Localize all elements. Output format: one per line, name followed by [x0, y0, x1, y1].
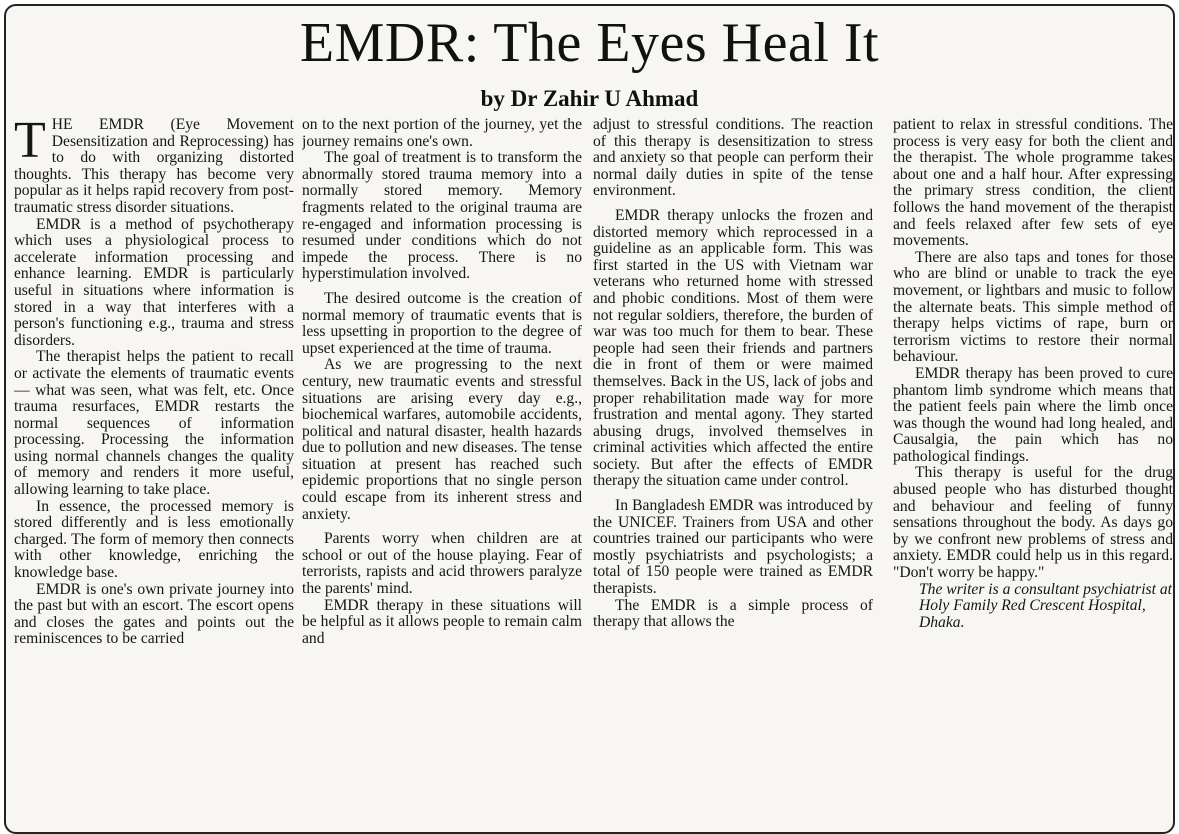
article-paragraph: Parents worry when children are at school or out of the house playing. Fear of terrorists, rapists and acid throwers paralyze the parents' mind. [302, 530, 582, 598]
article-column-3 [593, 117, 873, 823]
article-paragraph: This therapy is useful for the drug abused people who has disturbed thought and behaviour and feeling of funny sensations throughout the body. As days go by we confront new problems of stress and anxiety. EMDR could help us in this regard. "Don't worry be happy." [893, 464, 1173, 582]
article-paragraph: There are also taps and tones for those who are blind or unable to track the eye movement, or lightbars and music to follow the alternate beats. This simple method of therapy helps victims of rape, burn or terrorism victims to restore their normal behaviour. [893, 248, 1173, 366]
author-note: The writer is a consultant psychiatrist at Holy Family Red Crescent Hospital, Dhaka. [919, 580, 1172, 631]
article-column-1 [14, 117, 294, 823]
article-paragraph: EMDR therapy has been proved to cure phantom limb syndrome which means that the patient feels pain where the limb once was though the wound had long healed, and Causalgia, the pain which has no pathological findings. [893, 364, 1173, 465]
article-paragraph: THE EMDR (Eye Movement Desensitization and Reprocessing) has to do with organizing distorted thoughts. This therapy has become very popular as it helps rapid recovery from post-traumatic stress disorder situations. [14, 117, 294, 216]
article-paragraph: adjust to stressful conditions. The reaction of this therapy is desensitization to stress and anxiety so that people can perform their normal daily duties in spite of the tense environment. [593, 117, 873, 200]
article-paragraph: EMDR therapy in these situations will be helpful as it allows people to remain calm and [302, 596, 582, 647]
article-headline: EMDR: The Eyes Heal It [299, 12, 880, 74]
drop-cap: T [14, 117, 46, 169]
article-paragraph: In Bangladesh EMDR was introduced by the UNICEF. Trainers from USA and other countries trained our participants who were mostly psychiatrists and psychologists; a total of 150 people were trained as EMDR therapists. [593, 497, 873, 598]
article-paragraph: EMDR therapy unlocks the frozen and distorted memory which reprocessed in a guideline as an applicable form. This was first started in the US with Vietnam war veterans who returned home with stressed and phobic conditions. Most of them were not regular soldiers, therefore, the burden of war was too much for them to bear. These people had seen their friends and partners die in front of them or were maimed themselves. Back in the US, lack of jobs and proper rehabilitation made way for more frustration and mental agony. They started abusing drugs, involved themselves in criminal activities which affected the entire society. But after the effects of EMDR therapy the situation came under control. [593, 206, 873, 490]
article-paragraph: EMDR is a method of psychotherapy which uses a physiological process to accelerate information processing and enhance learning. EMDR is particularly useful in situations where information is stored in a way that interferes with a person's functioning e.g., trauma and stress disorders. [14, 215, 294, 349]
article-paragraph: The goal of treatment is to transform the abnormally stored trauma memory into a normally stored memory. Memory fragments related to the original trauma are re-engaged and information processing is resumed under conditions which do not impede the process. There is no hyperstimulation involved. [302, 149, 582, 283]
article-paragraph: The therapist helps the patient to recall or activate the elements of traumatic events — what was seen, what was felt, etc. Once trauma resurfaces, EMDR restarts the normal sequences of information processing. Processing the information using normal channels changes the quality of memory and renders it more useful, allowing learning to take place. [14, 348, 294, 499]
article-byline: by Dr Zahir U Ahmad [480, 86, 699, 111]
article-paragraph: patient to relax in stressful conditions. The process is very easy for both the client and the therapist. The whole programme takes about one and a half hour. After expressing the primary stress condition, the client follows the hand movement of the therapist and feels relaxed after few sets of eye movements. [893, 117, 1173, 250]
article-paragraph: The EMDR is a simple process of therapy that allows the [593, 596, 873, 631]
article-paragraph: EMDR is one's own private journey into the past but with an escort. The escort opens and closes the gates and points out the reminiscences to be carried [14, 580, 294, 648]
article-column-4 [893, 117, 1173, 823]
article-paragraph: on to the next portion of the journey, yet the journey remains one's own. [302, 117, 582, 150]
article-paragraph: The desired outcome is the creation of normal memory of traumatic events that is less upsetting in proportion to the degree of upset experienced at the time of trauma. [302, 289, 582, 357]
article-paragraph: In essence, the processed memory is stored differently and is less emotionally charged. The form of memory then connects with other knowledge, enriching the knowledge base. [14, 497, 294, 582]
article-column-2 [302, 117, 582, 823]
article-paragraph: As we are progressing to the next century, new traumatic events and stressful situations are arising every day e.g., biochemical warfares, automobile accidents, political and natural disaster, health hazards due to pollution and new diseases. The tense situation at present has reached such epidemic proportions that no single person could escape from its inherent stress and anxiety. [302, 356, 582, 523]
article-body [0, 117, 1179, 828]
